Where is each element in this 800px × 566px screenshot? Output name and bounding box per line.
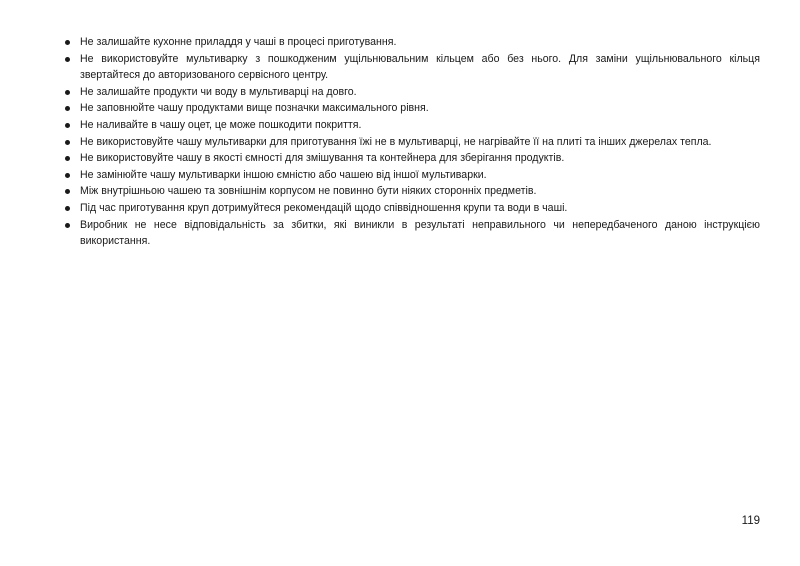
list-item: [62, 183, 760, 200]
list-item: [62, 150, 760, 167]
page-number: 119: [741, 515, 760, 527]
list-item-text: Під час приготування круп дотримуйтеся рекомендацій щодо співвідношення крупи та води в чаші.: [80, 201, 568, 214]
list-item: [62, 200, 760, 217]
list-item-text: Не використовуйте чашу в якості ємності для змішування та контейнера для зберігання продуктів.: [80, 152, 565, 165]
bullet-icon: [65, 40, 70, 45]
list-item: [62, 100, 760, 117]
list-item: [62, 217, 760, 250]
list-item-text: Не використовуйте мультиварку з пошкодженим ущільнювальним кільцем або без нього. Для заміни ущільнювального кільця звертайтеся до авторизованого сервісного центру.: [80, 52, 760, 82]
list-item-text: Не використовуйте чашу мультиварки для приготування їжі не в мультиварці, не нагрівайте її на плиті та інших джерелах тепла.: [80, 135, 712, 148]
bullet-icon: [65, 123, 70, 128]
list-item: [62, 51, 760, 84]
list-item-text: Не замінюйте чашу мультиварки іншою ємністю або чашею від іншої мультиварки.: [80, 168, 487, 181]
list-item-text: Не залишайте кухонне приладдя у чаші в процесі приготування.: [80, 36, 397, 48]
list-item-text: Виробник не несе відповідальність за збитки, які виникли в результаті неправильного чи непередбаченого даною інструкцією використання.: [80, 218, 760, 248]
bullet-icon: [65, 156, 70, 161]
safety-instructions-list: [62, 34, 760, 250]
bullet-icon: [65, 189, 70, 194]
bullet-icon: [65, 90, 70, 95]
bullet-icon: [65, 57, 70, 62]
bullet-icon: [65, 223, 70, 228]
list-item: [62, 167, 760, 184]
list-item-text: Між внутрішньою чашею та зовнішнім корпусом не повинно бути ніяких сторонніх предметів.: [80, 185, 537, 198]
bullet-icon: [65, 140, 70, 145]
list-item-text: Не наливайте в чашу оцет, це може пошкодити покриття.: [80, 118, 362, 131]
list-item: [62, 34, 760, 51]
list-item: [62, 117, 760, 134]
bullet-icon: [65, 106, 70, 111]
list-item: [62, 134, 760, 151]
list-item-text: Не заповнюйте чашу продуктами вище позначки максимального рівня.: [80, 102, 429, 115]
list-item-text: Не залишайте продукти чи воду в мультиварці на довго.: [80, 85, 357, 98]
list-item: [62, 84, 760, 101]
bullet-icon: [65, 206, 70, 211]
bullet-icon: [65, 173, 70, 178]
